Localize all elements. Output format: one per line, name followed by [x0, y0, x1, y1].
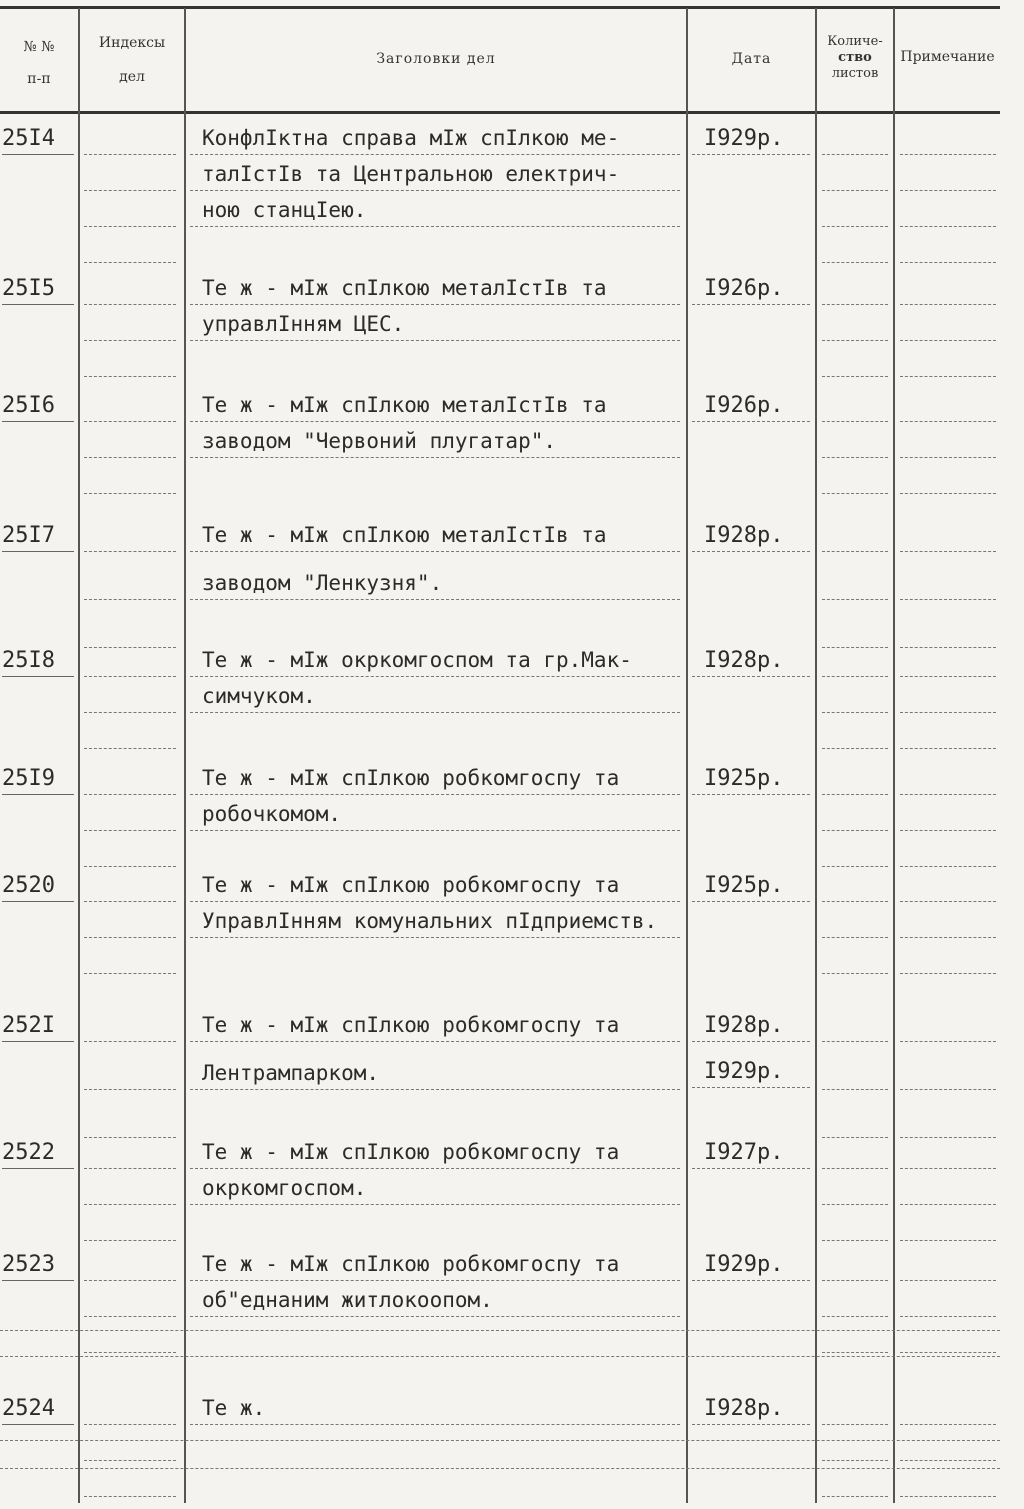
row-date-underline: [692, 1280, 810, 1281]
index-rule: [84, 154, 176, 155]
row-title-line: управлIнням ЦЕС.: [202, 312, 405, 336]
row-title-underline: [190, 457, 680, 458]
note-rule: [900, 1424, 996, 1425]
count-rule: [822, 262, 888, 263]
index-rule: [84, 262, 176, 263]
row-date-underline: [692, 1168, 810, 1169]
index-rule: [84, 1280, 176, 1281]
row-date-underline: [692, 304, 810, 305]
table-top-rule: [0, 6, 1000, 9]
index-rule: [84, 551, 176, 552]
row-title-line: об"еднаним житлокоопом.: [202, 1288, 493, 1312]
row-date: I928р.: [704, 1396, 784, 1421]
index-rule: [84, 748, 176, 749]
row-title-line: Лентрампарком.: [202, 1061, 380, 1085]
header-index-line1: Индексы: [98, 35, 166, 51]
row-title-line: Те ж - мIж спIлкою металIстIв та: [202, 523, 607, 547]
header-title: Заголовки дел: [376, 51, 496, 67]
row-date-underline: [692, 1424, 810, 1425]
row-number: 2522: [2, 1140, 55, 1165]
count-rule: [822, 1460, 888, 1461]
row-number-underline: [2, 421, 74, 422]
row-title-line: Те ж - мIж окркомгоспом та гр.Мак-: [202, 648, 632, 672]
note-rule: [900, 1352, 996, 1353]
row-title-underline: [190, 676, 680, 677]
row-number-underline: [2, 676, 74, 677]
header-num-line2: п-п: [27, 71, 51, 87]
count-rule: [822, 493, 888, 494]
row-date-underline: [692, 1041, 810, 1042]
index-rule: [84, 647, 176, 648]
count-rule: [822, 226, 888, 227]
index-rule: [84, 937, 176, 938]
count-rule: [822, 647, 888, 648]
count-rule: [822, 551, 888, 552]
note-rule: [900, 1137, 996, 1138]
header-index: [80, 34, 184, 86]
note-rule: [900, 154, 996, 155]
row-date: I927р.: [704, 1140, 784, 1165]
note-rule: [900, 1240, 996, 1241]
row-number: 25I9: [2, 766, 55, 791]
count-rule: [822, 1316, 888, 1317]
index-rule: [84, 1352, 176, 1353]
count-rule: [822, 304, 888, 305]
blank-rule: [0, 1356, 1000, 1357]
header-num: [0, 38, 78, 88]
row-number: 2523: [2, 1252, 55, 1277]
index-rule: [84, 1240, 176, 1241]
note-rule: [900, 712, 996, 713]
row-title-underline: [190, 1280, 680, 1281]
row-date-underline: [692, 154, 810, 155]
row-title-line: талIстIв та Центральною електрич-: [202, 162, 620, 186]
header-date: Дата: [731, 51, 772, 67]
note-rule: [900, 340, 996, 341]
row-number-underline: [2, 794, 74, 795]
row-title-line: заводом "Ленкузня".: [202, 571, 443, 595]
count-rule: [822, 1496, 888, 1497]
row-title-line: Те ж - мIж спIлкою робкомгоспу та: [202, 1013, 620, 1037]
row-date-underline: [692, 794, 810, 795]
row-number: 2520: [2, 873, 55, 898]
count-rule: [822, 1168, 888, 1169]
count-rule: [822, 154, 888, 155]
row-number-underline: [2, 901, 74, 902]
count-rule: [822, 1041, 888, 1042]
count-rule: [822, 457, 888, 458]
count-rule: [822, 1240, 888, 1241]
row-title-line: КонфлIктна справа мIж спIлкою ме-: [202, 126, 620, 150]
row-title-line: ною станцIею.: [202, 198, 367, 222]
row-title-underline: [190, 712, 680, 713]
note-rule: [900, 1089, 996, 1090]
index-rule: [84, 1204, 176, 1205]
row-title-underline: [190, 1041, 680, 1042]
row-title-underline: [190, 1204, 680, 1205]
index-rule: [84, 1137, 176, 1138]
row-title-line: Те ж.: [202, 1396, 266, 1420]
row-title-underline: [190, 304, 680, 305]
row-title-line: окркомгоспом.: [202, 1176, 367, 1200]
column-divider: [893, 8, 895, 1503]
count-rule: [822, 1352, 888, 1353]
index-rule: [84, 901, 176, 902]
row-title-underline: [190, 1168, 680, 1169]
row-title-underline: [190, 154, 680, 155]
row-date-underline: [692, 901, 810, 902]
row-title-line: Те ж - мIж спIлкою робкомгоспу та: [202, 1252, 620, 1276]
row-date: I926р.: [704, 276, 784, 301]
column-divider: [184, 8, 186, 1503]
header-count-line2: ство: [838, 50, 872, 65]
note-rule: [900, 830, 996, 831]
index-rule: [84, 376, 176, 377]
row-date: I925р.: [704, 873, 784, 898]
note-rule: [900, 376, 996, 377]
note-rule: [900, 973, 996, 974]
index-rule: [84, 973, 176, 974]
row-number-underline: [2, 154, 74, 155]
note-rule: [900, 1316, 996, 1317]
row-title-line: Те ж - мIж спIлкою металIстIв та: [202, 393, 607, 417]
blank-rule: [0, 1440, 1000, 1441]
row-number-underline: [2, 304, 74, 305]
column-divider: [78, 8, 80, 1503]
count-rule: [822, 866, 888, 867]
row-number: 2524: [2, 1396, 55, 1421]
index-rule: [84, 457, 176, 458]
note-rule: [900, 1204, 996, 1205]
note-rule: [900, 1496, 996, 1497]
note-rule: [900, 421, 996, 422]
index-rule: [84, 226, 176, 227]
index-rule: [84, 1168, 176, 1169]
blank-rule: [0, 1330, 1000, 1331]
note-rule: [900, 1041, 996, 1042]
row-date-underline: [692, 1087, 810, 1088]
header-count: [817, 34, 893, 82]
note-rule: [900, 599, 996, 600]
count-rule: [822, 1280, 888, 1281]
count-rule: [822, 676, 888, 677]
row-title-line: заводом "Червоний плугатар".: [202, 429, 557, 453]
count-rule: [822, 1089, 888, 1090]
row-title-line: УправлIнням комунальних пIдприемств.: [202, 909, 658, 933]
row-number: 25I8: [2, 648, 55, 673]
row-title-line: робочкомом.: [202, 802, 342, 826]
index-rule: [84, 794, 176, 795]
row-title-underline: [190, 226, 680, 227]
row-date-underline: [692, 551, 810, 552]
row-title-underline: [190, 901, 680, 902]
note-rule: [900, 262, 996, 263]
index-rule: [84, 676, 176, 677]
note-rule: [900, 1168, 996, 1169]
column-divider: [686, 8, 688, 1503]
header-count-line1: Количе-: [827, 34, 883, 49]
note-rule: [900, 647, 996, 648]
index-rule: [84, 830, 176, 831]
row-date: I925р.: [704, 766, 784, 791]
row-title-underline: [190, 340, 680, 341]
note-rule: [900, 676, 996, 677]
index-rule: [84, 190, 176, 191]
count-rule: [822, 599, 888, 600]
column-divider: [815, 8, 817, 1503]
count-rule: [822, 712, 888, 713]
count-rule: [822, 748, 888, 749]
row-title-underline: [190, 551, 680, 552]
row-number-underline: [2, 1424, 74, 1425]
count-rule: [822, 901, 888, 902]
note-rule: [900, 190, 996, 191]
note-rule: [900, 1280, 996, 1281]
header-bottom-rule: [0, 111, 1000, 114]
count-rule: [822, 794, 888, 795]
note-rule: [900, 794, 996, 795]
row-date: I929р.: [704, 1059, 784, 1084]
count-rule: [822, 376, 888, 377]
row-title-underline: [190, 190, 680, 191]
header-note: Примечание: [900, 49, 995, 65]
index-rule: [84, 712, 176, 713]
row-title-line: Те ж - мIж спIлкою металIстIв та: [202, 276, 607, 300]
header-index-line2: дел: [119, 69, 145, 85]
note-rule: [900, 1460, 996, 1461]
note-rule: [900, 866, 996, 867]
index-rule: [84, 599, 176, 600]
count-rule: [822, 973, 888, 974]
row-title-underline: [190, 937, 680, 938]
row-number-underline: [2, 1041, 74, 1042]
row-title-line: Те ж - мIж спIлкою робкомгоспу та: [202, 766, 620, 790]
row-number: 252I: [2, 1013, 55, 1038]
row-date-underline: [692, 421, 810, 422]
header-count-line3: листов: [831, 66, 879, 81]
note-rule: [900, 457, 996, 458]
index-rule: [84, 1424, 176, 1425]
row-title-line: симчуком.: [202, 684, 316, 708]
count-rule: [822, 1204, 888, 1205]
index-rule: [84, 340, 176, 341]
row-number-underline: [2, 1168, 74, 1169]
row-date: I926р.: [704, 393, 784, 418]
row-number-underline: [2, 1280, 74, 1281]
index-rule: [84, 421, 176, 422]
header-num-line1: № №: [23, 39, 55, 55]
index-rule: [84, 1041, 176, 1042]
row-title-underline: [190, 421, 680, 422]
row-title-underline: [190, 794, 680, 795]
note-rule: [900, 901, 996, 902]
row-number: 25I4: [2, 126, 55, 151]
row-date: I929р.: [704, 1252, 784, 1277]
index-rule: [84, 1089, 176, 1090]
count-rule: [822, 830, 888, 831]
row-title-line: Те ж - мIж спIлкою робкомгоспу та: [202, 1140, 620, 1164]
note-rule: [900, 551, 996, 552]
count-rule: [822, 190, 888, 191]
row-title-underline: [190, 1316, 680, 1317]
note-rule: [900, 937, 996, 938]
row-date: I928р.: [704, 523, 784, 548]
row-date: I928р.: [704, 1013, 784, 1038]
index-rule: [84, 866, 176, 867]
row-title-underline: [190, 1089, 680, 1090]
note-rule: [900, 304, 996, 305]
count-rule: [822, 937, 888, 938]
index-rule: [84, 1460, 176, 1461]
note-rule: [900, 493, 996, 494]
count-rule: [822, 340, 888, 341]
row-number-underline: [2, 551, 74, 552]
note-rule: [900, 748, 996, 749]
count-rule: [822, 1137, 888, 1138]
index-rule: [84, 493, 176, 494]
row-title-underline: [190, 599, 680, 600]
blank-rule: [0, 1468, 1000, 1469]
note-rule: [900, 226, 996, 227]
row-title-line: Те ж - мIж спIлкою робкомгоспу та: [202, 873, 620, 897]
row-title-underline: [190, 1424, 680, 1425]
row-title-underline: [190, 830, 680, 831]
row-date: I929р.: [704, 126, 784, 151]
row-number: 25I6: [2, 393, 55, 418]
index-rule: [84, 304, 176, 305]
row-number: 25I7: [2, 523, 55, 548]
row-date: I928р.: [704, 648, 784, 673]
index-rule: [84, 1496, 176, 1497]
row-number: 25I5: [2, 276, 55, 301]
index-rule: [84, 1316, 176, 1317]
row-date-underline: [692, 676, 810, 677]
count-rule: [822, 421, 888, 422]
count-rule: [822, 1424, 888, 1425]
